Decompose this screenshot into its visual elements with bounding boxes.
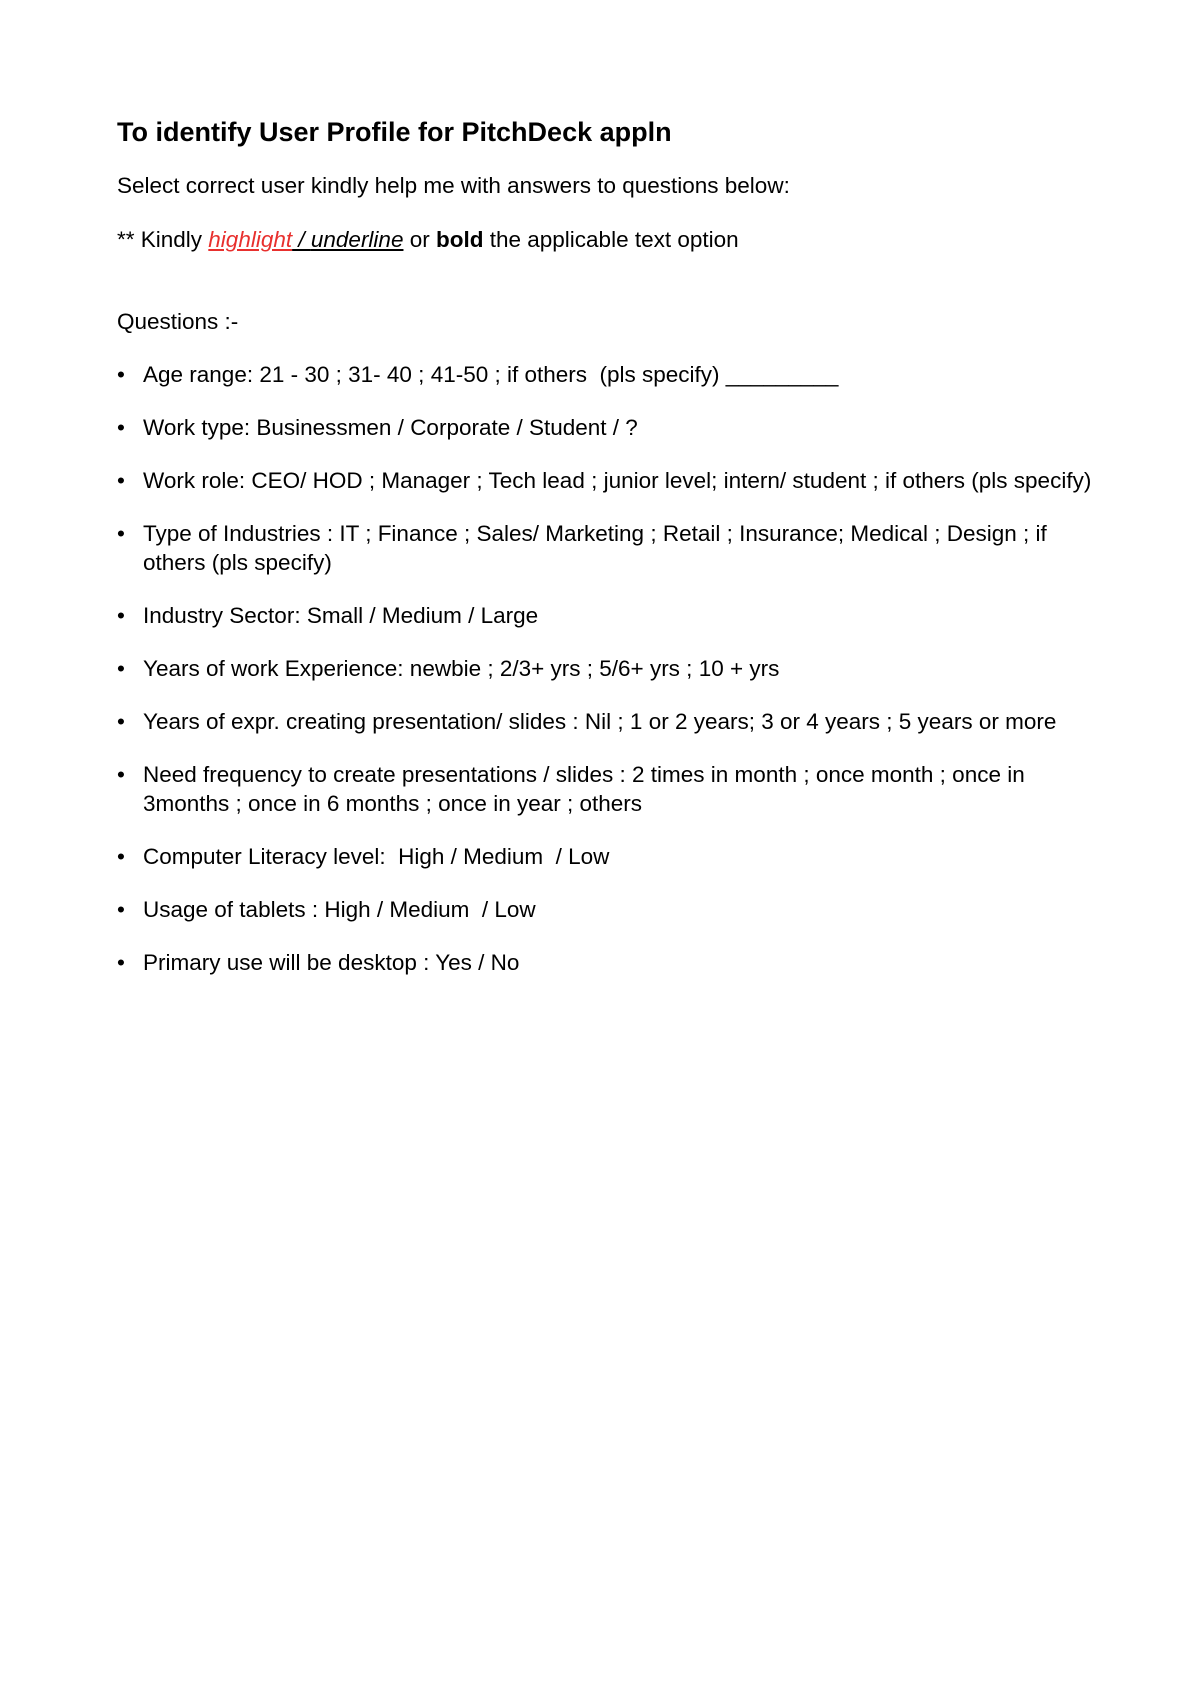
instruction-separator: / — [292, 227, 311, 252]
bullet-icon: • — [117, 362, 125, 387]
document-content — [117, 112, 1097, 1001]
bullet-icon: • — [117, 950, 125, 975]
intro-text: Select correct user kindly help me with answers to questions below: — [117, 173, 790, 198]
document-title: To identify User Profile for PitchDeck appln — [117, 117, 672, 147]
question-item — [117, 707, 1097, 736]
questions-list — [117, 360, 1097, 977]
question-item — [117, 948, 1097, 977]
question-item — [117, 760, 1097, 818]
question-item — [117, 601, 1097, 630]
bold-word: bold — [435, 227, 484, 252]
question-text: Need frequency to create presentations / slides : 2 times in month ; once month ; once in 3months ; once in 6 months ; once in year ; others — [143, 762, 1031, 816]
instruction-suffix: the applicable text option — [483, 227, 739, 252]
bullet-icon: • — [117, 897, 125, 922]
question-text: Years of expr. creating presentation/ slides : Nil ; 1 or 2 years; 3 or 4 years ; 5 years or more — [143, 709, 1057, 734]
bullet-icon: • — [117, 709, 125, 734]
question-item — [117, 466, 1097, 495]
question-text: Type of Industries : IT ; Finance ; Sales/ Marketing ; Retail ; Insurance; Medical ; Design ; if others (pls specify) — [143, 521, 1054, 575]
question-item — [117, 360, 1097, 389]
underline-word: underline — [310, 227, 404, 252]
bullet-icon: • — [117, 844, 125, 869]
bullet-icon: • — [117, 468, 125, 493]
highlight-word: highlight — [208, 227, 293, 252]
question-text: Computer Literacy level: High / Medium / Low — [143, 844, 610, 869]
question-item — [117, 842, 1097, 871]
question-item — [117, 654, 1097, 683]
question-text: Industry Sector: Small / Medium / Large — [143, 603, 539, 628]
bullet-icon: • — [117, 656, 125, 681]
instruction-prefix: ** Kindly — [117, 227, 209, 252]
question-text: Usage of tablets : High / Medium / Low — [143, 897, 536, 922]
question-text: Years of work Experience: newbie ; 2/3+ yrs ; 5/6+ yrs ; 10 + yrs — [143, 656, 780, 681]
bullet-icon: • — [117, 521, 125, 546]
question-item — [117, 895, 1097, 924]
question-text: Work role: CEO/ HOD ; Manager ; Tech lead ; junior level; intern/ student ; if others (pls specify) — [143, 468, 1092, 493]
bullet-icon: • — [117, 603, 125, 628]
instruction-line — [117, 224, 1097, 256]
bullet-icon: • — [117, 415, 125, 440]
question-text: Primary use will be desktop : Yes / No — [143, 950, 520, 975]
questions-label: Questions :- — [117, 309, 239, 334]
instruction-middle: or — [403, 227, 436, 252]
question-item — [117, 519, 1097, 577]
question-text: Age range: 21 - 30 ; 31- 40 ; 41-50 ; if others (pls specify) _________ — [143, 362, 839, 387]
question-item — [117, 413, 1097, 442]
bullet-icon: • — [117, 762, 125, 787]
question-text: Work type: Businessmen / Corporate / Student / ? — [143, 415, 638, 440]
